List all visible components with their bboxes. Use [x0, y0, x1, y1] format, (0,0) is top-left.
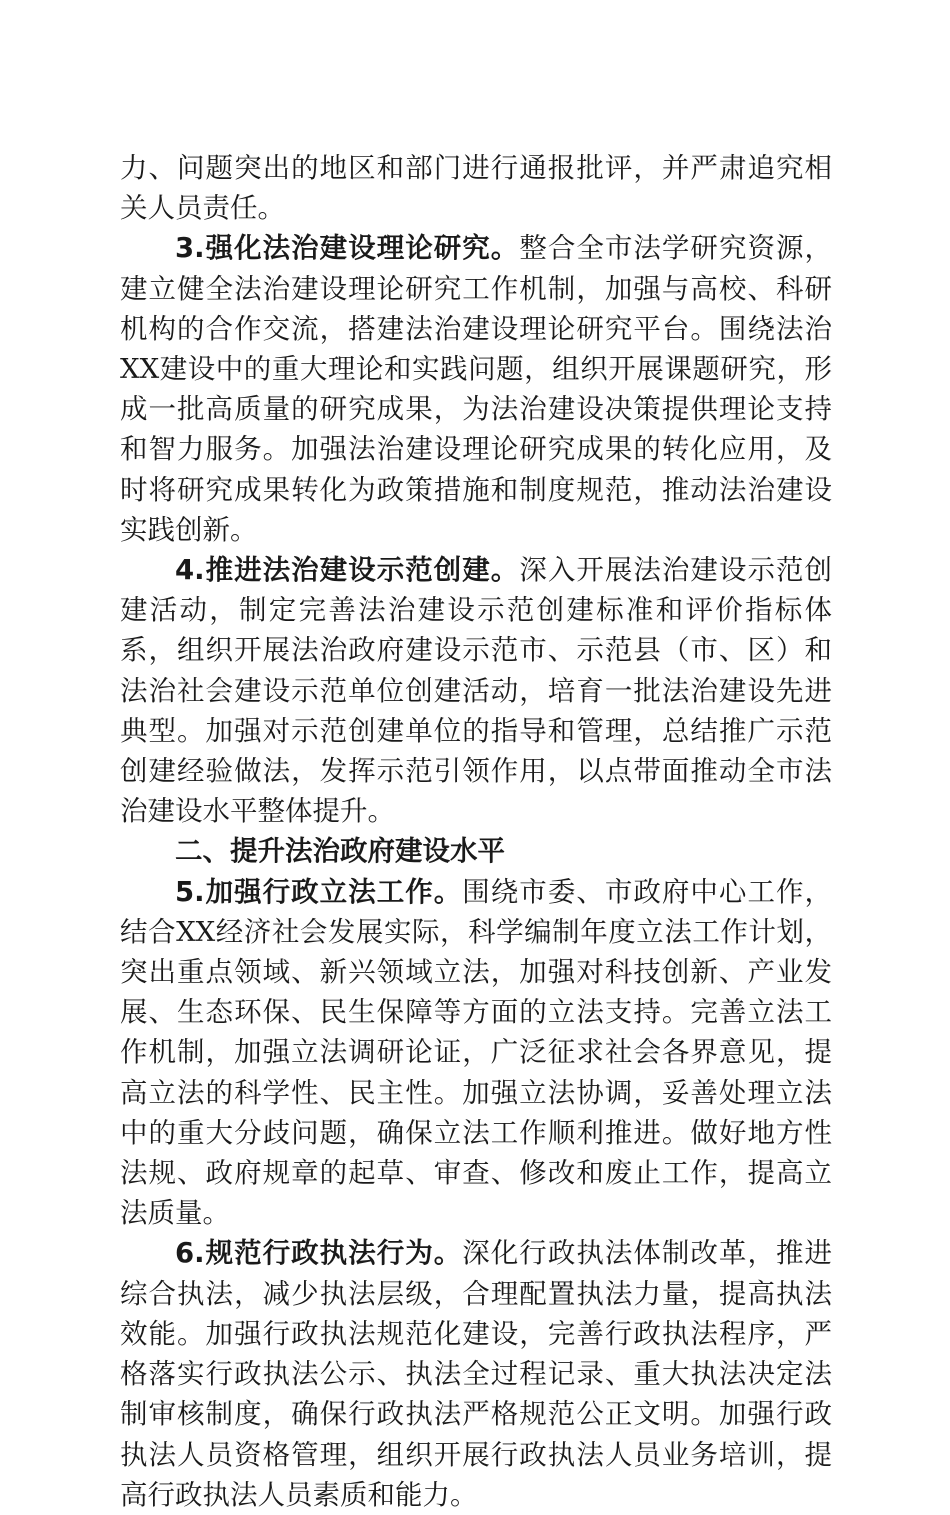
paragraph-lead-heading: 6.规范行政执法行为。 [175, 1237, 463, 1270]
paragraph-text: 力、问题突出的地区和部门进行通报批评，并严肃追究相关人员责任。 [120, 152, 832, 225]
paragraph-item-5 [120, 872, 832, 1234]
section-heading [120, 831, 832, 871]
paragraph-item-4 [120, 550, 832, 831]
paragraph-item-6 [120, 1233, 832, 1514]
paragraph-text: 深入开展法治建设示范创建活动，制定完善法治建设示范创建标准和评价指标体系，组织开展法治政府建设示范市、示范县（市、区）和法治社会建设示范单位创建活动，培育一批法治建设先进典型。加强对示范创建单位的指导和管理，总结推广示范创建经验做法，发挥示范引领作用，以点带面推动全市法治建设水平整体提升。 [120, 554, 832, 828]
section-heading-text: 二、提升法治政府建设水平 [175, 835, 505, 868]
paragraph-text: 整合全市法学研究资源，建立健全法治建设理论研究工作机制，加强与高校、科研机构的合作交流，搭建法治建设理论研究平台。围绕法治XX建设中的重大理论和实践问题，组织开展课题研究，形成一批高质量的研究成果，为法治建设决策提供理论支持和智力服务。加强法治建设理论研究成果的转化应用，及时将研究成果转化为政策措施和制度规范，推动法治建设实践创新。 [120, 232, 832, 546]
paragraph-lead-heading: 3.强化法治建设理论研究。 [175, 232, 520, 265]
paragraph-continuation [120, 148, 832, 228]
paragraph-text: 围绕市委、市政府中心工作，结合XX经济社会发展实际，科学编制年度立法工作计划，突出重点领域、新兴领域立法，加强对科技创新、产业发展、生态环保、民生保障等方面的立法支持。完善立法工作机制，加强立法调研论证，广泛征求社会各界意见，提高立法的科学性、民主性。加强立法协调，妥善处理立法中的重大分歧问题，确保立法工作顺利推进。做好地方性法规、政府规章的起草、审查、修改和废止工作，提高立法质量。 [120, 875, 832, 1230]
document-page [120, 148, 832, 1515]
paragraph-text: 深化行政执法体制改革，推进综合执法，减少执法层级，合理配置执法力量，提高执法效能。加强行政执法规范化建设，完善行政执法程序，严格落实行政执法公示、执法全过程记录、重大执法决定法制审核制度，确保行政执法严格规范公正文明。加强行政执法人员资格管理，组织开展行政执法人员业务培训，提高行政执法人员素质和能力。 [120, 1237, 832, 1511]
paragraph-lead-heading: 4.推进法治建设示范创建。 [175, 554, 520, 587]
paragraph-lead-heading: 5.加强行政立法工作。 [175, 875, 463, 908]
paragraph-item-3 [120, 228, 832, 550]
